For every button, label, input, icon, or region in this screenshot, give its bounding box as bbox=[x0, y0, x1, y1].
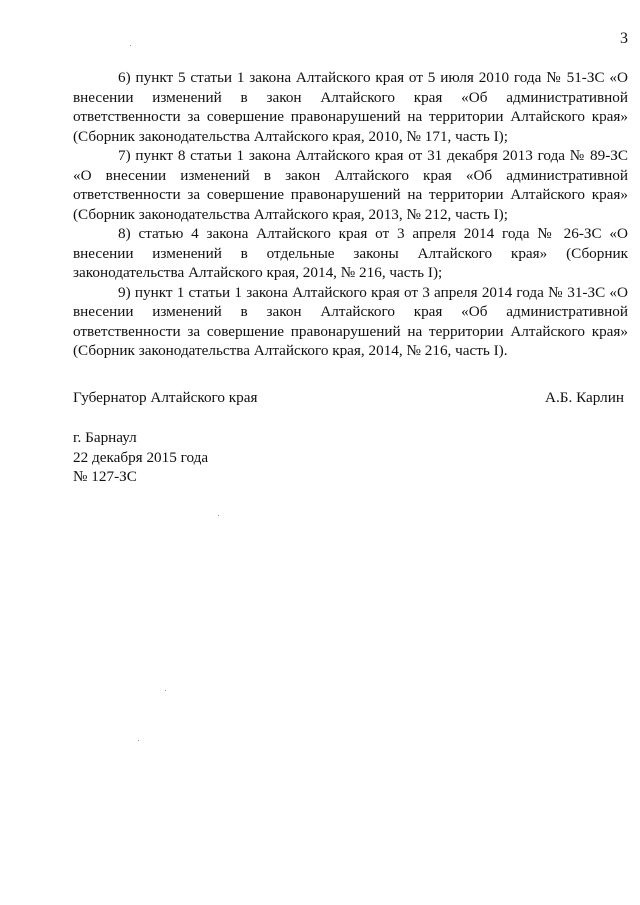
date: 22 декабря 2015 года bbox=[73, 448, 209, 466]
signature-block bbox=[73, 388, 624, 408]
scan-speck bbox=[218, 515, 219, 516]
scan-speck bbox=[165, 690, 166, 691]
scan-speck bbox=[130, 45, 131, 46]
place-date-number-block bbox=[73, 428, 208, 487]
document-body bbox=[73, 68, 628, 361]
list-item-8: 8) статью 4 закона Алтайского края от 3 апреля 2014 года № 26-ЗС «О внесении изменений в отдельные законы Алтайского края» (Сборник законодательства Алтайского края, 2014, № 216, часть I); bbox=[73, 225, 628, 281]
list-item-9: 9) пункт 1 статьи 1 закона Алтайского края от 3 апреля 2014 года № 31-ЗС «О внесении изменений в закон Алтайского края «Об административной ответственности за совершение правонарушений на территории Алтайского края» (Сборник законодательства Алтайского края, 2014, № 216, часть I). bbox=[73, 283, 628, 359]
scan-speck bbox=[138, 740, 139, 741]
city: г. Барнаул bbox=[73, 429, 137, 446]
law-number: № 127-ЗС bbox=[73, 468, 137, 485]
list-item-6: 6) пункт 5 статьи 1 закона Алтайского края от 5 июля 2010 года № 51-ЗС «О внесении изменений в закон Алтайского края «Об административной ответственности за совершение правонарушений на территории Алтайского края» (Сборник законодательства Алтайского края, 2010, № 171, часть I); bbox=[73, 69, 628, 145]
page-number: 3 bbox=[620, 30, 628, 47]
signatory-title: Губернатор Алтайского края bbox=[73, 389, 258, 406]
list-item-7: 7) пункт 8 статьи 1 закона Алтайского края от 31 декабря 2013 года № 89-ЗС «О внесении изменений в закон Алтайского края «Об административной ответственности за совершение правонарушений на территории Алтайского края» (Сборник законодательства Алтайского края, 2013, № 212, часть I); bbox=[73, 147, 628, 223]
signatory-name: А.Б. Карлин bbox=[545, 389, 624, 406]
